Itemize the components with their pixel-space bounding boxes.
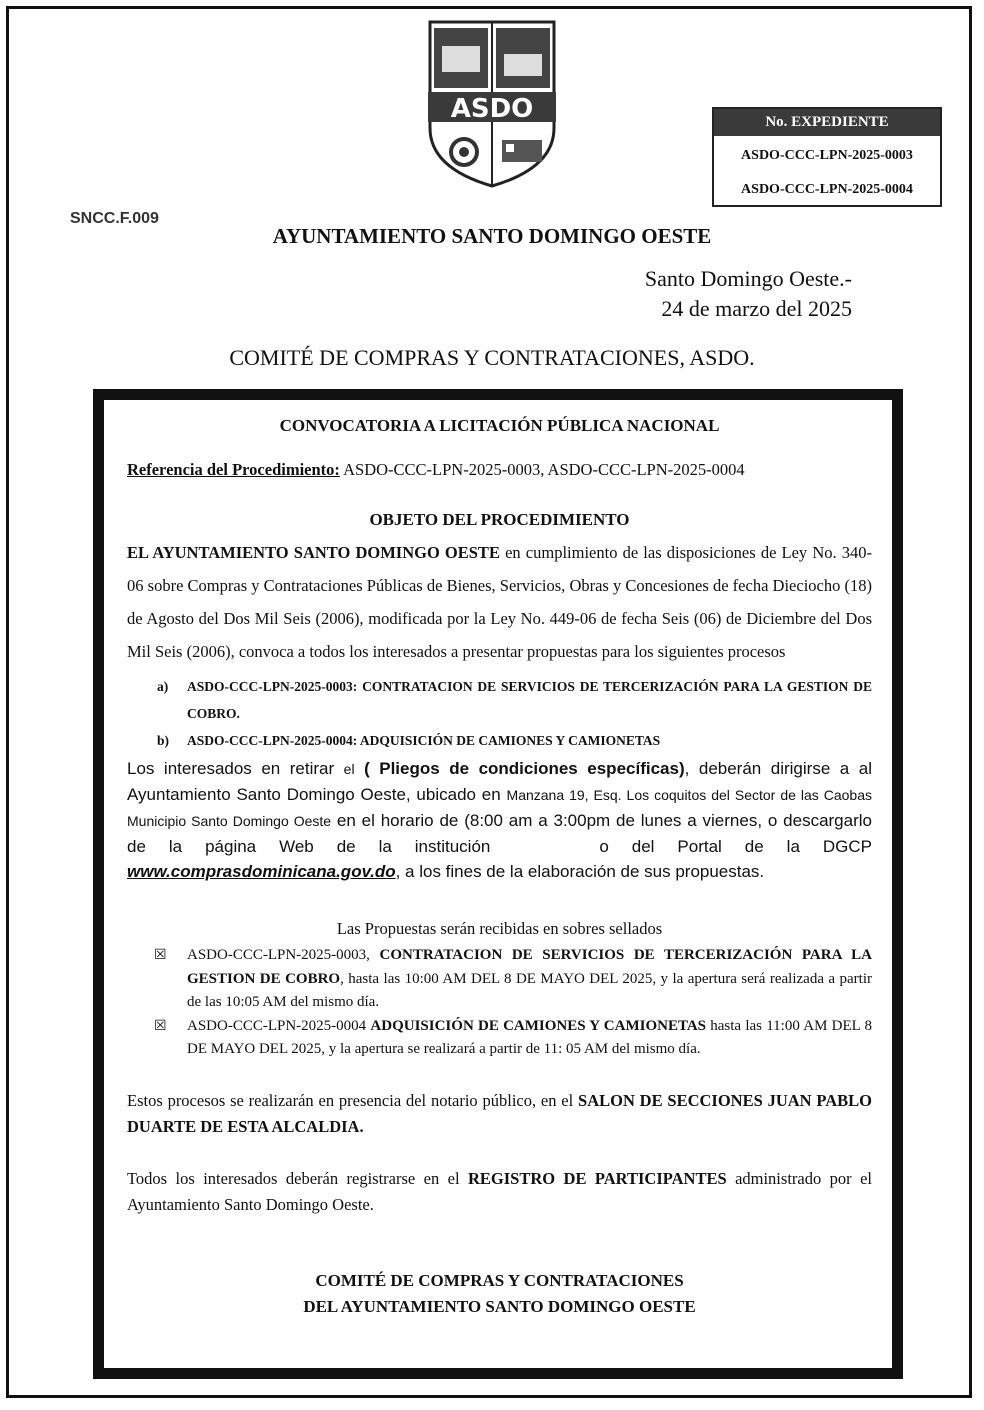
retiro-text-8: , a los fines de la elaboración de sus propuestas. bbox=[395, 862, 765, 881]
svg-text:ASDO: ASDO bbox=[450, 94, 534, 124]
signature-line-2: DEL AYUNTAMIENTO SANTO DOMINGO OESTE bbox=[303, 1296, 696, 1316]
retiro-paragraph bbox=[127, 756, 872, 884]
proposal-bullet-1 bbox=[127, 944, 872, 1015]
reference-value: ASDO-CCC-LPN-2025-0003, ASDO-CCC-LPN-2025-0004 bbox=[339, 460, 745, 479]
expediente-value-2: ASDO-CCC-LPN-2025-0004 bbox=[741, 182, 913, 197]
retiro-text-4: , deberán dirigirse a al Ayuntamiento Santo Domingo Oeste, ubicado en bbox=[127, 759, 872, 804]
proposals-intro: Las Propuestas serán recibidas en sobres sellados bbox=[336, 919, 663, 938]
process-item-b bbox=[127, 727, 872, 754]
pliegos-label: ( Pliegos de condiciones específicas) bbox=[354, 759, 685, 778]
item-text: ASDO-CCC-LPN-2025-0004: ADQUISICIÓN DE CAMIONES Y CAMIONETAS bbox=[187, 733, 661, 748]
bullet-bold: CONTRATACION DE SERVICIOS DE TERCERIZACIÓN PARA LA GESTION DE COBRO bbox=[187, 947, 872, 987]
reference-label: Referencia del Procedimiento: bbox=[127, 460, 340, 479]
objeto-lead: EL AYUNTAMIENTO SANTO DOMINGO OESTE bbox=[127, 543, 500, 562]
asdo-logo bbox=[424, 18, 560, 188]
signature-block bbox=[127, 1268, 872, 1320]
item-letter: b) bbox=[157, 733, 170, 748]
objeto-title: OBJETO DEL PROCEDIMIENTO bbox=[369, 510, 630, 529]
retiro-text-6: en el horario de (8:00 am a 3:00pm de lunes a viernes, o descargarlo de la página Web de la institución bbox=[127, 811, 872, 856]
form-code: SNCC.F.009 bbox=[70, 210, 159, 227]
bullet-rest: hasta las 11:00 AM DEL 8 DE MAYO DEL 2025, y la apertura se realizará a partir de 11: 05 AM del mismo día. bbox=[187, 1017, 872, 1057]
expediente-value-1: ASDO-CCC-LPN-2025-0003 bbox=[741, 148, 913, 163]
date: 24 de marzo del 2025 bbox=[661, 296, 852, 321]
registro-rest: administrado por el Ayuntamiento Santo Domingo Oeste. bbox=[127, 1168, 872, 1214]
registro-bold: REGISTRO DE PARTICIPANTES bbox=[468, 1168, 727, 1188]
retiro-text-7: o del Portal de la DGCP bbox=[576, 837, 872, 856]
committee-title: COMITÉ DE COMPRAS Y CONTRATACIONES, ASDO. bbox=[229, 345, 755, 370]
bullet-rest: , hasta las 10:00 AM DEL 8 DE MAYO DEL 2025, y la apertura será realizada a partir de las 10:05 AM del mismo día. bbox=[187, 970, 872, 1010]
signature-line-1: COMITÉ DE COMPRAS Y CONTRATACIONES bbox=[315, 1270, 684, 1290]
objeto-text: en cumplimiento de las disposiciones de Ley No. 340-06 sobre Compras y Contrataciones Públicas de Bienes, Servicios, Obras y Concesiones de fecha Dieciocho (18) de Agosto del Dos Mil Seis (2006), modificada por la Ley No. 449-06 de fecha Seis (06) de Diciembre del Dos Mil Seis (2006), convoca a todos los interesados a presentar propuestas para los siguientes procesos bbox=[127, 543, 872, 661]
notice-title: CONVOCATORIA A LICITACIÓN PÚBLICA NACIONAL bbox=[279, 416, 720, 435]
address-text: Manzana 19, Esq. Los coquitos del Sector de las Caobas Municipio Santo Domingo Oeste bbox=[127, 787, 872, 829]
retiro-text-1: Los interesados en retirar bbox=[127, 759, 344, 778]
bullet-bold: ADQUISICIÓN DE CAMIONES Y CAMIONETAS bbox=[370, 1017, 707, 1034]
notice-box bbox=[93, 389, 903, 1379]
notary-text: Estos procesos se realizarán en presencia del notario público, en el bbox=[127, 1090, 579, 1110]
checkbox-icon: ☒ bbox=[154, 1018, 167, 1034]
checkbox-icon: ☒ bbox=[154, 948, 167, 963]
item-text: ASDO-CCC-LPN-2025-0003: CONTRATACION DE SERVICIOS DE TERCERIZACIÓN PARA LA GESTION DE COBRO. bbox=[187, 679, 872, 721]
proposal-bullet-2 bbox=[127, 1015, 872, 1062]
place-date bbox=[645, 264, 852, 324]
place: Santo Domingo Oeste.- bbox=[644, 266, 852, 291]
registro-paragraph bbox=[127, 1166, 872, 1218]
registro-text: Todos los interesados deberán registrarse en el bbox=[127, 1168, 468, 1188]
procedure-reference bbox=[127, 460, 872, 480]
expediente-header: No. EXPEDIENTE bbox=[714, 109, 940, 136]
notary-bold: SALON DE SECCIONES JUAN PABLO DUARTE DE ESTA ALCALDIA. bbox=[127, 1090, 872, 1136]
organization-title: AYUNTAMIENTO SANTO DOMINGO OESTE bbox=[272, 224, 712, 248]
objeto-paragraph bbox=[127, 536, 872, 668]
notary-paragraph bbox=[127, 1088, 872, 1140]
dgcp-link[interactable]: www.comprasdominicana.gov.do bbox=[127, 862, 396, 881]
process-item-a bbox=[127, 673, 872, 727]
retiro-text-2: el bbox=[343, 761, 355, 777]
item-letter: a) bbox=[157, 679, 169, 694]
expediente-box bbox=[712, 107, 942, 207]
bullet-code: ASDO-CCC-LPN-2025-0004 bbox=[187, 1017, 371, 1034]
bullet-code: ASDO-CCC-LPN-2025-0003, bbox=[187, 947, 380, 963]
